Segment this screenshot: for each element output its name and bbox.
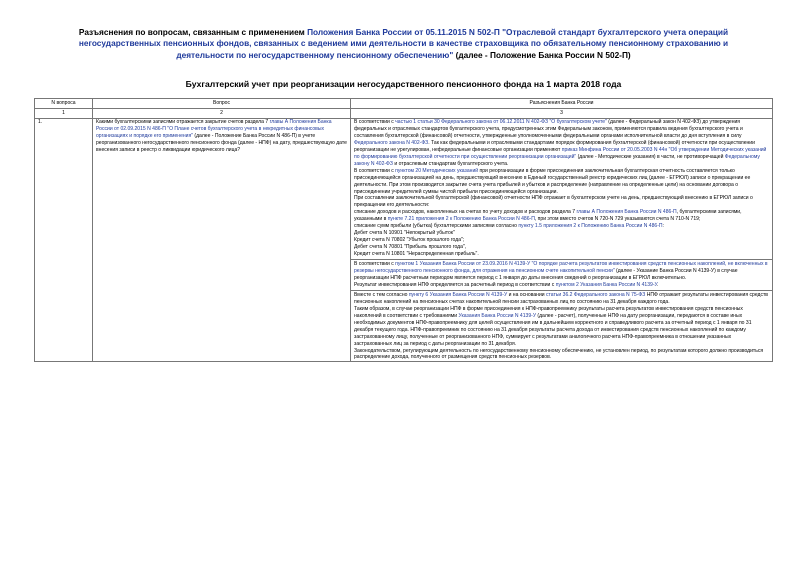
- answer-paragraph: [354, 251, 769, 258]
- document-link[interactable]: пунктом 2 Указания Банка России N 4139-У: [555, 281, 658, 288]
- text-run: Какими бухгалтерскими записями отражается закрытие счетов раздела 7: [96, 119, 270, 125]
- text-run: (далее - Положение Банка России N 502-П): [453, 49, 631, 60]
- column-number-3: 3: [351, 109, 773, 119]
- answer-paragraph: [354, 168, 769, 196]
- answer-paragraph: [354, 348, 769, 362]
- explanations-table: [34, 98, 773, 362]
- document-link[interactable]: пункту 6 Указания Банка России N 4139-У: [408, 291, 508, 298]
- document-link[interactable]: главы А Положения Банка России от 02.09.2015 N 486-П "О Плане счетов бухгалтерского учета в некредитных финансовых организациях и порядке его применения": [96, 119, 332, 139]
- text-run: НПФ отражает результаты инвестирования средств пенсионных накоплений на пенсионных счетах накопительной пенсии застрахованных лиц по состоянию на 31 декабря каждого года.: [354, 291, 768, 305]
- column-header-question: Вопрос: [93, 99, 351, 109]
- text-run: и на основании: [507, 291, 546, 298]
- document-link[interactable]: частью 1 статьи 30 Федерального закона от 06.12.2011 N 402-ФЗ "О бухгалтерском учете": [395, 119, 607, 125]
- column-header-answer: Разъяснения Банка России: [351, 99, 773, 109]
- question-number: 1.: [35, 119, 93, 362]
- column-number-2: 2: [93, 109, 351, 119]
- column-number-1: 1: [35, 109, 93, 119]
- answer-paragraph: [354, 209, 769, 223]
- title-line: [26, 50, 781, 61]
- title-line: [26, 38, 781, 49]
- answer-paragraph: [354, 119, 769, 168]
- answer-paragraph: [354, 237, 769, 244]
- document-link[interactable]: пунктом 20 Методических указаний: [395, 167, 479, 174]
- text-run: (далее - Указание Банка России N 4139-У) в случае реорганизации НПФ расчетным периодом является период с 1 января до даты внесения сведений о реорганизации в ЕГРЮЛ включительно.: [354, 268, 738, 281]
- text-run: Дебет счета N 10901 "Непокрытый убыток": [354, 230, 455, 237]
- text-run: , при этом вместо счетов N 720-N 729 указываются счета N 710-N 719;: [534, 216, 701, 223]
- document-link[interactable]: Федеральному закону N 402-ФЗ: [354, 153, 760, 167]
- text-run: (далее - Федеральный закон N 402-ФЗ) до утверждения федеральных и отраслевых стандартов бухгалтерского учета, предусмотренных этим Федеральным законом, применяются правила ведения бухгалтерского учета и составления бухгалтерской (финансовой) отчетности, утвержденные уполномоченными федеральными органами исполнительной власти до дня вступления в силу: [354, 119, 743, 139]
- document-link[interactable]: деятельности по негосударственному пенсионному обеспечению": [176, 49, 454, 60]
- text-run: при реорганизации в форме присоединения заключительная бухгалтерская отчетность составляется только присоединяющейся организацией на день, предшествующий внесению в Единый государственный реестр юридических лиц (далее - ЕГРЮЛ) записи о прекращении ее деятельности. При этом производится закрытие счета учета прибылей и убытков и распределение (направление на определенные цели) на основании договора о присоединении учредителей суммы чистой прибыли присоединяющейся организации.: [354, 167, 751, 195]
- text-run: Разъяснения по вопросам, связанным с применением: [78, 27, 308, 37]
- text-run: В соответствии с: [354, 119, 396, 125]
- text-run: Кредит счета N 10801 "Нераспределенная прибыль".: [354, 251, 479, 258]
- text-run: При составлении заключительной бухгалтерской (финансовой) отчетности НПФ отражает в бухгалтерском учете на день, предшествующий внесению в ЕГРЮЛ записи о прекращении его деятельности:: [354, 195, 753, 209]
- table-row: [35, 119, 773, 362]
- text-run: , бухгалтерскими записями, указанными в: [354, 209, 742, 223]
- document-link[interactable]: негосударственных пенсионных фондов, связанных с ведением ими деятельности в качестве страховщика по обязательному пенсионному страхованию и: [78, 38, 729, 49]
- text-run: списание сумм прибыли (убытка) бухгалтерскими записями согласно: [354, 223, 519, 230]
- text-run: (далее - Методические указания) в части, не противоречащей: [576, 153, 725, 160]
- document-link[interactable]: Указания Банка России N 4139-У: [458, 312, 537, 319]
- document-title: [26, 27, 781, 61]
- text-run: . Так как федеральными и отраслевыми стандартами порядок формирования бухгалтерской (финансовой) отчетности при осуществлении реорганизации не урегулирован, нефедеральные финансовые организации применяют: [354, 139, 755, 153]
- text-run: (далее - Положение Банка России N 486-П) в учете реорганизованного негосударственного пенсионного фонда (далее - НПФ) на дату, предшествующую дате внесения записи в реестр о ликвидации юридического лица?: [96, 132, 347, 153]
- document-link[interactable]: Федерального закона N 402-ФЗ: [354, 139, 429, 146]
- document-link[interactable]: статьи 36.2 Федерального закона N 75-ФЗ: [546, 291, 646, 298]
- text-run: Вместе с тем согласно: [354, 291, 409, 298]
- text-run: В соответствии с: [354, 167, 396, 174]
- text-run: Дебет счета N 70801 "Прибыль прошлого года",: [354, 244, 467, 251]
- document-link[interactable]: главы А Положения Банка России N 486-П: [576, 209, 677, 216]
- answer-paragraph: [354, 195, 769, 209]
- document-link[interactable]: пункту 1.5 приложения 2 к Положению Банка России N 486-П: [518, 223, 663, 230]
- answer-paragraph: [354, 306, 769, 348]
- section-subtitle: Бухгалтерский учет при реорганизации негосударственного пенсионного фонда на 1 марта 2018 года: [185, 79, 622, 89]
- document-link[interactable]: Положения Банка России от 05.11.2015 N 502-П "Отраслевой стандарт бухгалтерского учета операций: [307, 27, 729, 37]
- column-number-row: [35, 109, 773, 119]
- text-run: .: [657, 281, 659, 288]
- text-run: Кредит счета N 70802 "Убыток прошлого года";: [354, 237, 465, 244]
- answer-paragraph: [354, 244, 769, 251]
- text-run: (далее - расчет), полученные НПФ на дату реорганизации, передаются в составе иных необходимых документов НПФ-правопреемнику для целей осуществления им в дальнейшем корректного и справедливого расчета за отчетный период с 1 января по 31 декабря текущего года. НПФ-правопреемник по состоянию на 31 декабря результаты расчета дохода от инвестирования средств пенсионных накоплений по каждому застрахованному лицу, полученные от реорганизованного НПФ, суммирует с результатами аналогичного расчета НПФ-правопреемника в отношении указанных застрахованных лиц за период с даты реорганизации по 31 декабря.: [354, 312, 752, 347]
- table-header-row: [35, 99, 773, 109]
- document-link[interactable]: пункте 7.21 приложения 2 к Положению Банка России N 486-П: [387, 216, 535, 223]
- text-run: Таким образом, в случае реорганизации НПФ в форме присоединения к НПФ-правопреемнику результаты расчета результатов инвестирования средств пенсионных накоплений в соответствии с требованиями: [354, 305, 743, 319]
- answer-text: [351, 119, 773, 362]
- answer-divider: [351, 290, 772, 291]
- text-run: :: [662, 223, 664, 230]
- document-link[interactable]: пунктом 1 Указания Банка России от 23.09.2016 N 4139-У "О порядке расчета результатов инвестирования средств пенсионных накоплений, не включенных в резервы негосударственного пенсионного фонда, для отражения на пенсионном счете накопительной пенсии": [354, 261, 768, 275]
- answer-paragraph: [354, 261, 769, 282]
- text-run: списание доходов и расходов, накопленных на счетах по учету доходов и расходов раздела 7: [354, 209, 577, 216]
- text-run: Законодательством, регулирующим деятельность по негосударственному пенсионному обеспечению, не установлен период, по результатам которого должно производиться распределение дохода, полученного от размещения средств пенсионных резервов.: [354, 347, 764, 361]
- document-link[interactable]: приказ Минфина России от 20.05.2003 N 44н "Об утверждении Методических указаний по формированию бухгалтерской отчетности при осуществлении реорганизации организаций": [354, 146, 767, 160]
- answer-divider: [351, 259, 772, 260]
- answer-paragraph: [354, 282, 769, 289]
- text-run: В соответствии с: [354, 261, 396, 268]
- answer-paragraph: [354, 292, 769, 306]
- column-header-question-number: N вопроса: [35, 99, 93, 109]
- text-run: Результат инвестирования НПФ определяется за расчетный период в соответствии с: [354, 281, 556, 288]
- title-line: [26, 27, 781, 38]
- question-text: [93, 119, 351, 362]
- text-run: и отраслевым стандартам бухгалтерского учета.: [392, 160, 509, 167]
- answer-paragraph: [354, 230, 769, 237]
